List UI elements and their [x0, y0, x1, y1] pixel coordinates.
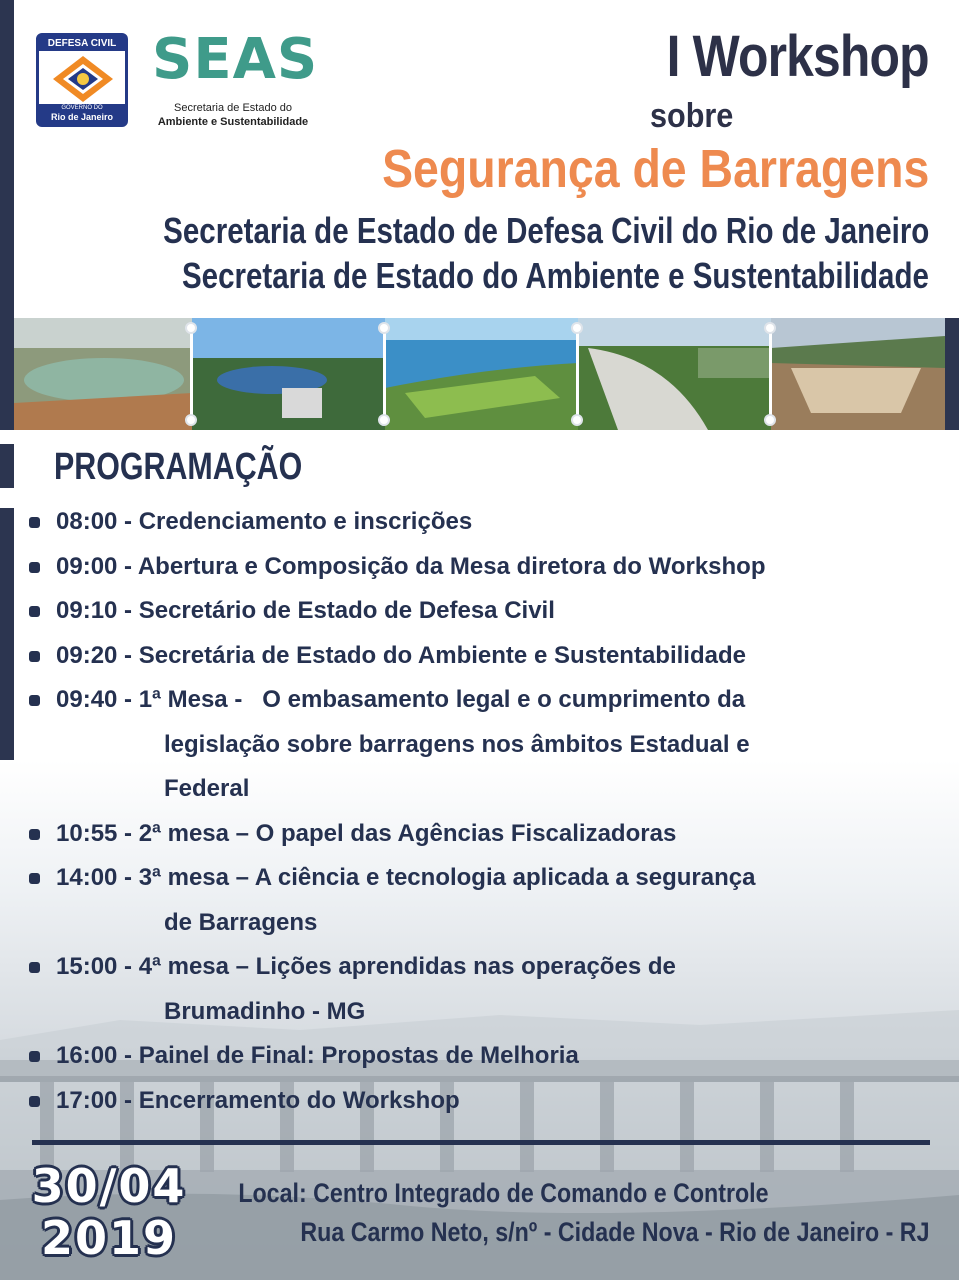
strip-divider — [190, 326, 193, 422]
left-accent-bar — [0, 0, 14, 430]
gov-line: GOVERNO DO — [61, 105, 103, 111]
right-accent-bar — [945, 318, 959, 430]
strip-divider — [383, 326, 386, 422]
event-date — [24, 1160, 194, 1264]
seas-subtitle-line1: Secretaria de Estado do — [173, 102, 293, 114]
bullet-icon — [29, 651, 40, 662]
schedule-item-text: 09:00 - Abertura e Composição da Mesa diretora do Workshop — [56, 552, 766, 580]
schedule-item — [26, 1079, 926, 1124]
schedule-item-text: 09:20 - Secretária de Estado do Ambiente e Sustentabilidade — [56, 641, 746, 669]
strip-dot — [378, 414, 390, 426]
event-title-connector: sobre — [650, 97, 734, 135]
organizer-line-1: Secretaria de Estado de Defesa Civil do Rio de Janeiro — [162, 210, 929, 251]
bullet-icon — [29, 1051, 40, 1062]
schedule-item — [26, 500, 926, 545]
schedule-item-continuation: Federal — [164, 775, 250, 802]
venue-name: Local: Centro Integrado de Comando e Controle — [238, 1178, 769, 1208]
organizer-line-2: Secretaria de Estado do Ambiente e Sustentabilidade — [182, 255, 929, 296]
schedule-item-continuation: legislação sobre barragens nos âmbitos Estadual e — [164, 730, 750, 758]
schedule-item — [26, 678, 926, 812]
schedule-item-text: 09:40 - 1ª Mesa - O embasamento legal e o cumprimento da — [56, 686, 746, 713]
schedule-item-text: 09:10 - Secretário de Estado de Defesa Civil — [56, 597, 555, 624]
schedule-item — [26, 545, 926, 590]
defesa-civil-logo-title: DEFESA CIVIL — [39, 36, 125, 51]
schedule-item — [26, 856, 926, 945]
schedule-item-text: 08:00 - Credenciamento e inscrições — [56, 508, 473, 535]
strip-dot — [185, 322, 197, 334]
dam-photo-4 — [578, 318, 771, 430]
strip-dot — [764, 414, 776, 426]
schedule-item-text: 16:00 - Painel de Final: Propostas de Melhoria — [56, 1042, 579, 1069]
defesa-civil-emblem-icon — [51, 54, 115, 104]
schedule-item-continuation: de Barragens — [164, 908, 318, 936]
schedule-item-text: 15:00 - 4ª mesa – Lições aprendidas nas operações de — [56, 953, 676, 980]
event-date-day-month: 30/04 — [31, 1159, 187, 1213]
state-name: Rio de Janeiro — [50, 112, 113, 122]
venue-address: Rua Carmo Neto, s/nº - Cidade Nova - Rio de Janeiro - RJ — [299, 1217, 929, 1247]
defesa-civil-logo-gov — [39, 104, 125, 124]
dam-photo-5 — [771, 318, 945, 430]
strip-dot — [378, 322, 390, 334]
schedule-list — [26, 500, 926, 1123]
program-title: PROGRAMAÇÃO — [54, 446, 303, 488]
bullet-icon — [29, 562, 40, 573]
bullet-icon — [29, 695, 40, 706]
footer-divider — [32, 1140, 930, 1145]
seas-subtitle-line2: Ambiente e Sustentabilidade — [157, 116, 309, 128]
strip-dot — [571, 414, 583, 426]
seas-logo-subtitle — [150, 101, 316, 129]
strip-divider — [576, 326, 579, 422]
dam-photo-strip — [14, 318, 945, 430]
schedule-item — [26, 634, 926, 679]
bullet-icon — [29, 962, 40, 973]
schedule-item-text: 17:00 - Encerramento do Workshop — [56, 1086, 460, 1114]
schedule-item-continuation: Brumadinho - MG — [164, 997, 366, 1025]
schedule-item — [26, 812, 926, 857]
bullet-icon — [29, 829, 40, 840]
schedule-item — [26, 589, 926, 634]
dam-photo-3 — [385, 318, 578, 430]
bullet-icon — [29, 606, 40, 617]
schedule-item-text: 10:55 - 2ª mesa – O papel das Agências Fiscalizadoras — [56, 819, 677, 847]
strip-dot — [764, 322, 776, 334]
strip-dot — [571, 322, 583, 334]
section-marker — [0, 444, 14, 488]
strip-dot — [185, 414, 197, 426]
schedule-item — [26, 945, 926, 1034]
dam-photo-1 — [14, 318, 192, 430]
bullet-icon — [29, 1096, 40, 1107]
schedule-item — [26, 1034, 926, 1079]
bullet-icon — [29, 873, 40, 884]
schedule-item-text: 14:00 - 3ª mesa – A ciência e tecnologia aplicada a segurança — [56, 864, 756, 891]
dam-photo-2 — [192, 318, 385, 430]
event-date-year: 2019 — [40, 1211, 178, 1265]
bullet-icon — [29, 517, 40, 528]
strip-divider — [769, 326, 772, 422]
seas-logo-wordmark: SEAS — [152, 27, 319, 92]
event-title: I Workshop — [666, 24, 929, 89]
event-subject: Segurança de Barragens — [381, 139, 929, 199]
defesa-civil-logo — [36, 33, 128, 127]
